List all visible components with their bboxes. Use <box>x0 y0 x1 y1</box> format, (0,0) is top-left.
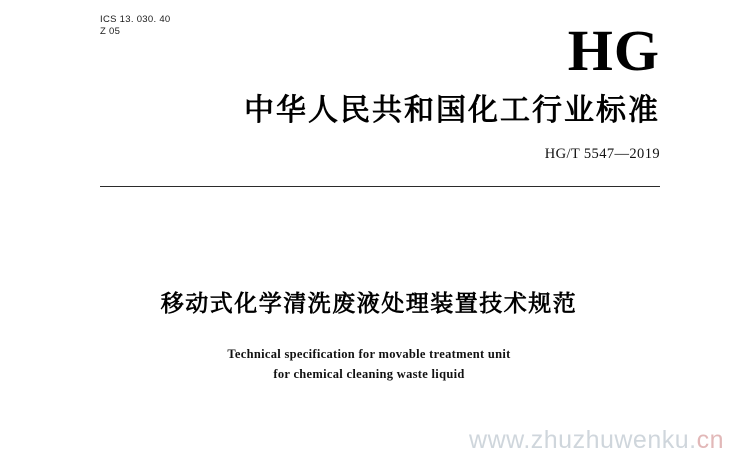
standard-mark-hg: HG <box>567 18 660 83</box>
watermark-text: www.zhuzhuwenku. <box>469 426 697 454</box>
document-title-english-line2: for chemical cleaning waste liquid <box>273 367 465 381</box>
watermark-text-tail: cn <box>696 426 724 454</box>
issuing-authority-title: 中华人民共和国化工行业标准 <box>244 93 660 128</box>
document-title-chinese: 移动式化学清洗废液处理装置技术规范 <box>160 291 578 317</box>
header-divider <box>100 186 660 187</box>
standard-number: HG/T 5547—2019 <box>544 146 660 162</box>
watermark <box>469 425 724 455</box>
ics-category-code: Z 05 <box>100 26 121 37</box>
ics-code: ICS 13. 030. 40 <box>100 14 171 25</box>
document-title-english <box>0 344 738 384</box>
document-title-english-line1: Technical specification for movable treatment unit <box>227 347 511 361</box>
